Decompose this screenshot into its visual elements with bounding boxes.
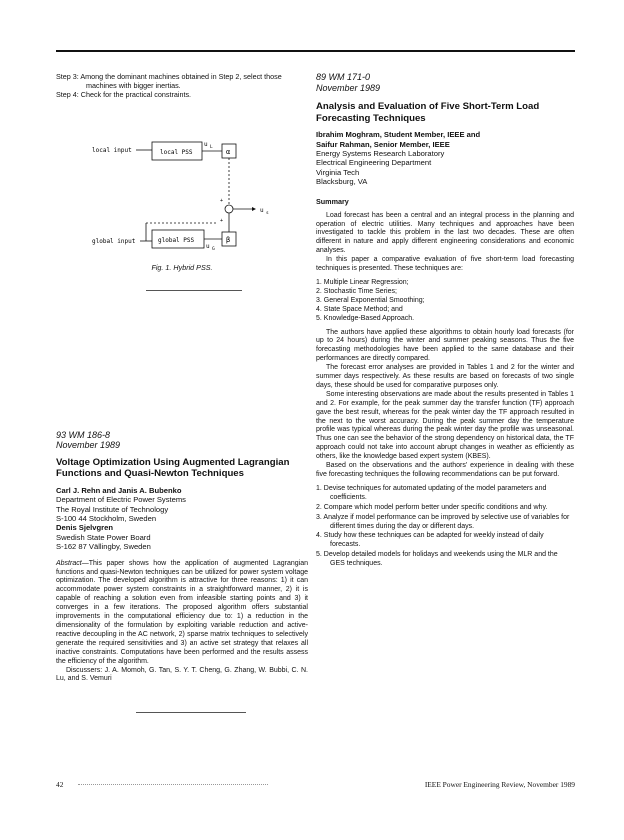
global-pss-label: global PSS [158,236,195,244]
affiliation-line: Energy Systems Research Laboratory [316,149,445,158]
algorithm-steps [56,72,308,100]
affiliation-line: Blacksburg, VA [316,177,368,187]
left-column [56,72,308,684]
u-g-subscript: G [212,246,215,252]
step-4: Step 4: Check for the practical constraints. [56,90,192,100]
affiliation-line: Virginia Tech [316,167,360,177]
figure-caption: Fig. 1. Hybrid PSS. [151,262,213,272]
list-item: 4. Study how these techniques can be adapted for weekly instead of daily forecasts. [316,532,544,549]
abstract-text: —This paper shows how the application of augmented Lagrangian functions and quasi-Newton techniques can be utilized for power system voltage optimization. The developed algorithm is attractive for three reasons: 1) it can accommodate power system constraints in a straightforward manner, 2) it is capable of reaching a solution even from infeasible starting points and 3) it converges in a few iterations. The proposed algorithm offers substantial improvements in the computational efficiency due to: 1) a reduction in the dimensionality of the formulation by exploiting variable reduction and active-reactive decoupling in the AC network, 2) sparse matrix techniques to selectively generate the required sensitivities and 3) an active set strategy that relaxes all inactive constraints. Computations have been performed and the results assess the efficiency of the algorithm. [56,559,308,665]
paper-title: Analysis and Evaluation of Five Short-Term Load Forecasting Techniques [316,101,540,124]
journal-name: IEEE Power Engineering Review, November 1989 [424,780,575,789]
plus-sign-top: + [220,197,224,204]
u-l-label: u [204,140,208,148]
list-item: 5. Develop detailed models for holidays and weekends using the MLR and the GES techniques. [316,551,558,568]
affiliation-line: Swedish State Power Board [56,532,151,542]
paragraph: Based on the observations and the authors' experience in dealing with these five forecasting techniques the following recommendations can be put forward. [316,462,574,478]
recommendations-list [316,485,574,569]
author-line: Ibrahim Moghram, Student Member, IEEE and [316,130,481,140]
local-pss-label: local PSS [160,148,193,156]
local-input-label: local input [92,146,132,154]
u-s-label: u [260,206,264,214]
paper-date: November 1989 [56,440,121,451]
u-s-subscript: s [266,210,269,216]
paragraph: The authors have applied these algorithms to obtain hourly load forecasts (for up to 24 hours) during the winter and summer peaking seasons. Thus the five forecasting methodologies have been applied to the same database and their performances are directly compared. [316,328,574,363]
list-item: 3. Analyze if model performance can be improved by selective use of variables for different times during the day or different days. [316,513,570,530]
voltage-paper [56,430,308,685]
step-3: Step 3: Among the dominant machines obtained in Step 2, select those machines with bigger inertias. [56,72,282,91]
hybrid-pss-diagram [56,100,308,260]
list-item: 4. State Space Method; and [316,305,403,313]
hybrid-pss-figure [56,100,308,272]
affiliation-line: The Royal Institute of Technology [56,504,169,514]
affiliation-line: S-162 87 Vällingby, Sweden [56,542,151,552]
list-item: 3. General Exponential Smoothing; [316,296,425,304]
right-column [316,72,574,570]
paragraph: Some interesting observations are made about the results presented in Tables 1 and 2. For example, for the peak summer day the transfer function (TF) approach gave the best result, whereas for the peak winter day the TF approach resulted in the next to the worst accuracy. During the peak summer day the temperature profile was typical whereas during the peak winter day the profile was unseasonal. Thus one can see the behavior of the strong dependency on historical data, the TF approach could not take into account abrupt changes in weather as efficiently as others, like the knowledge based expert system (KBES). [316,390,574,461]
list-item: 1. Multiple Linear Regression; [316,278,409,286]
author-line: Saifur Rahman, Senior Member, IEEE [316,139,450,149]
beta-label: β [226,235,231,244]
paragraph: Load forecast has been a central and an integral process in the planning and operation of electric utilities. Many techniques and approaches have been investigated to tackle this problem in the last two decades. These are often different in nature and apply different engineering considerations and economic analyses. [316,211,574,255]
paper-title: Voltage Optimization Using Augmented Lagrangian Functions and Quasi-Newton Techniques [56,456,290,480]
affiliation-line: Department of Electric Power Systems [56,495,186,505]
alpha-label: α [226,147,231,156]
global-input-label: global input [92,237,136,245]
summing-junction [225,205,233,213]
u-g-label: u [206,242,210,250]
abstract [56,560,308,667]
paper-authors-2: Denis Sjelvgren [56,523,113,533]
list-item: 2. Compare which model perform better under specific conditions and why. [316,503,548,511]
list-item: 2. Stochastic Time Series; [316,287,397,295]
summary-heading: Summary [316,196,349,206]
footer-dots [78,784,268,785]
section-divider-bottom [136,712,246,713]
affiliation-line: S-100 44 Stockholm, Sweden [56,514,157,524]
plus-sign-bottom: + [220,217,224,224]
output-arrow [252,207,256,211]
discussers: Discussers: J. A. Momoh, G. Tan, S. Y. T. Cheng, G. Zhang, W. Bubbi, C. N. Lu, and S. Vemuri [56,666,308,683]
abstract-label: Abstract [56,559,82,567]
paper-id: 89 WM 171-0 [316,72,371,82]
list-item: 5. Knowledge-Based Approach. [316,314,415,322]
paper-authors-1: Carl J. Rehn and Janis A. Bubenko [56,485,182,495]
paper-id: 93 WM 186-8 [56,429,111,440]
u-l-subscript: L [210,144,213,150]
techniques-list [316,279,574,324]
paper-date: November 1989 [316,82,381,93]
paragraph: In this paper a comparative evaluation of five short-term load forecasting techniques is presented. These techniques are: [316,256,574,273]
top-rule [56,50,575,52]
paragraph: The forecast error analyses are provided in Tables 1 and 2 for the winter and summer days respectively. As these results are based on forecasts of two single days, these should be used for comparative purposes only. [316,364,574,389]
section-divider [146,290,242,291]
list-item: 1. Devise techniques for automated updating of the model parameters and coefficients. [316,484,547,501]
page-number: 42 [56,780,64,789]
affiliation-line: Electrical Engineering Department [316,158,432,168]
